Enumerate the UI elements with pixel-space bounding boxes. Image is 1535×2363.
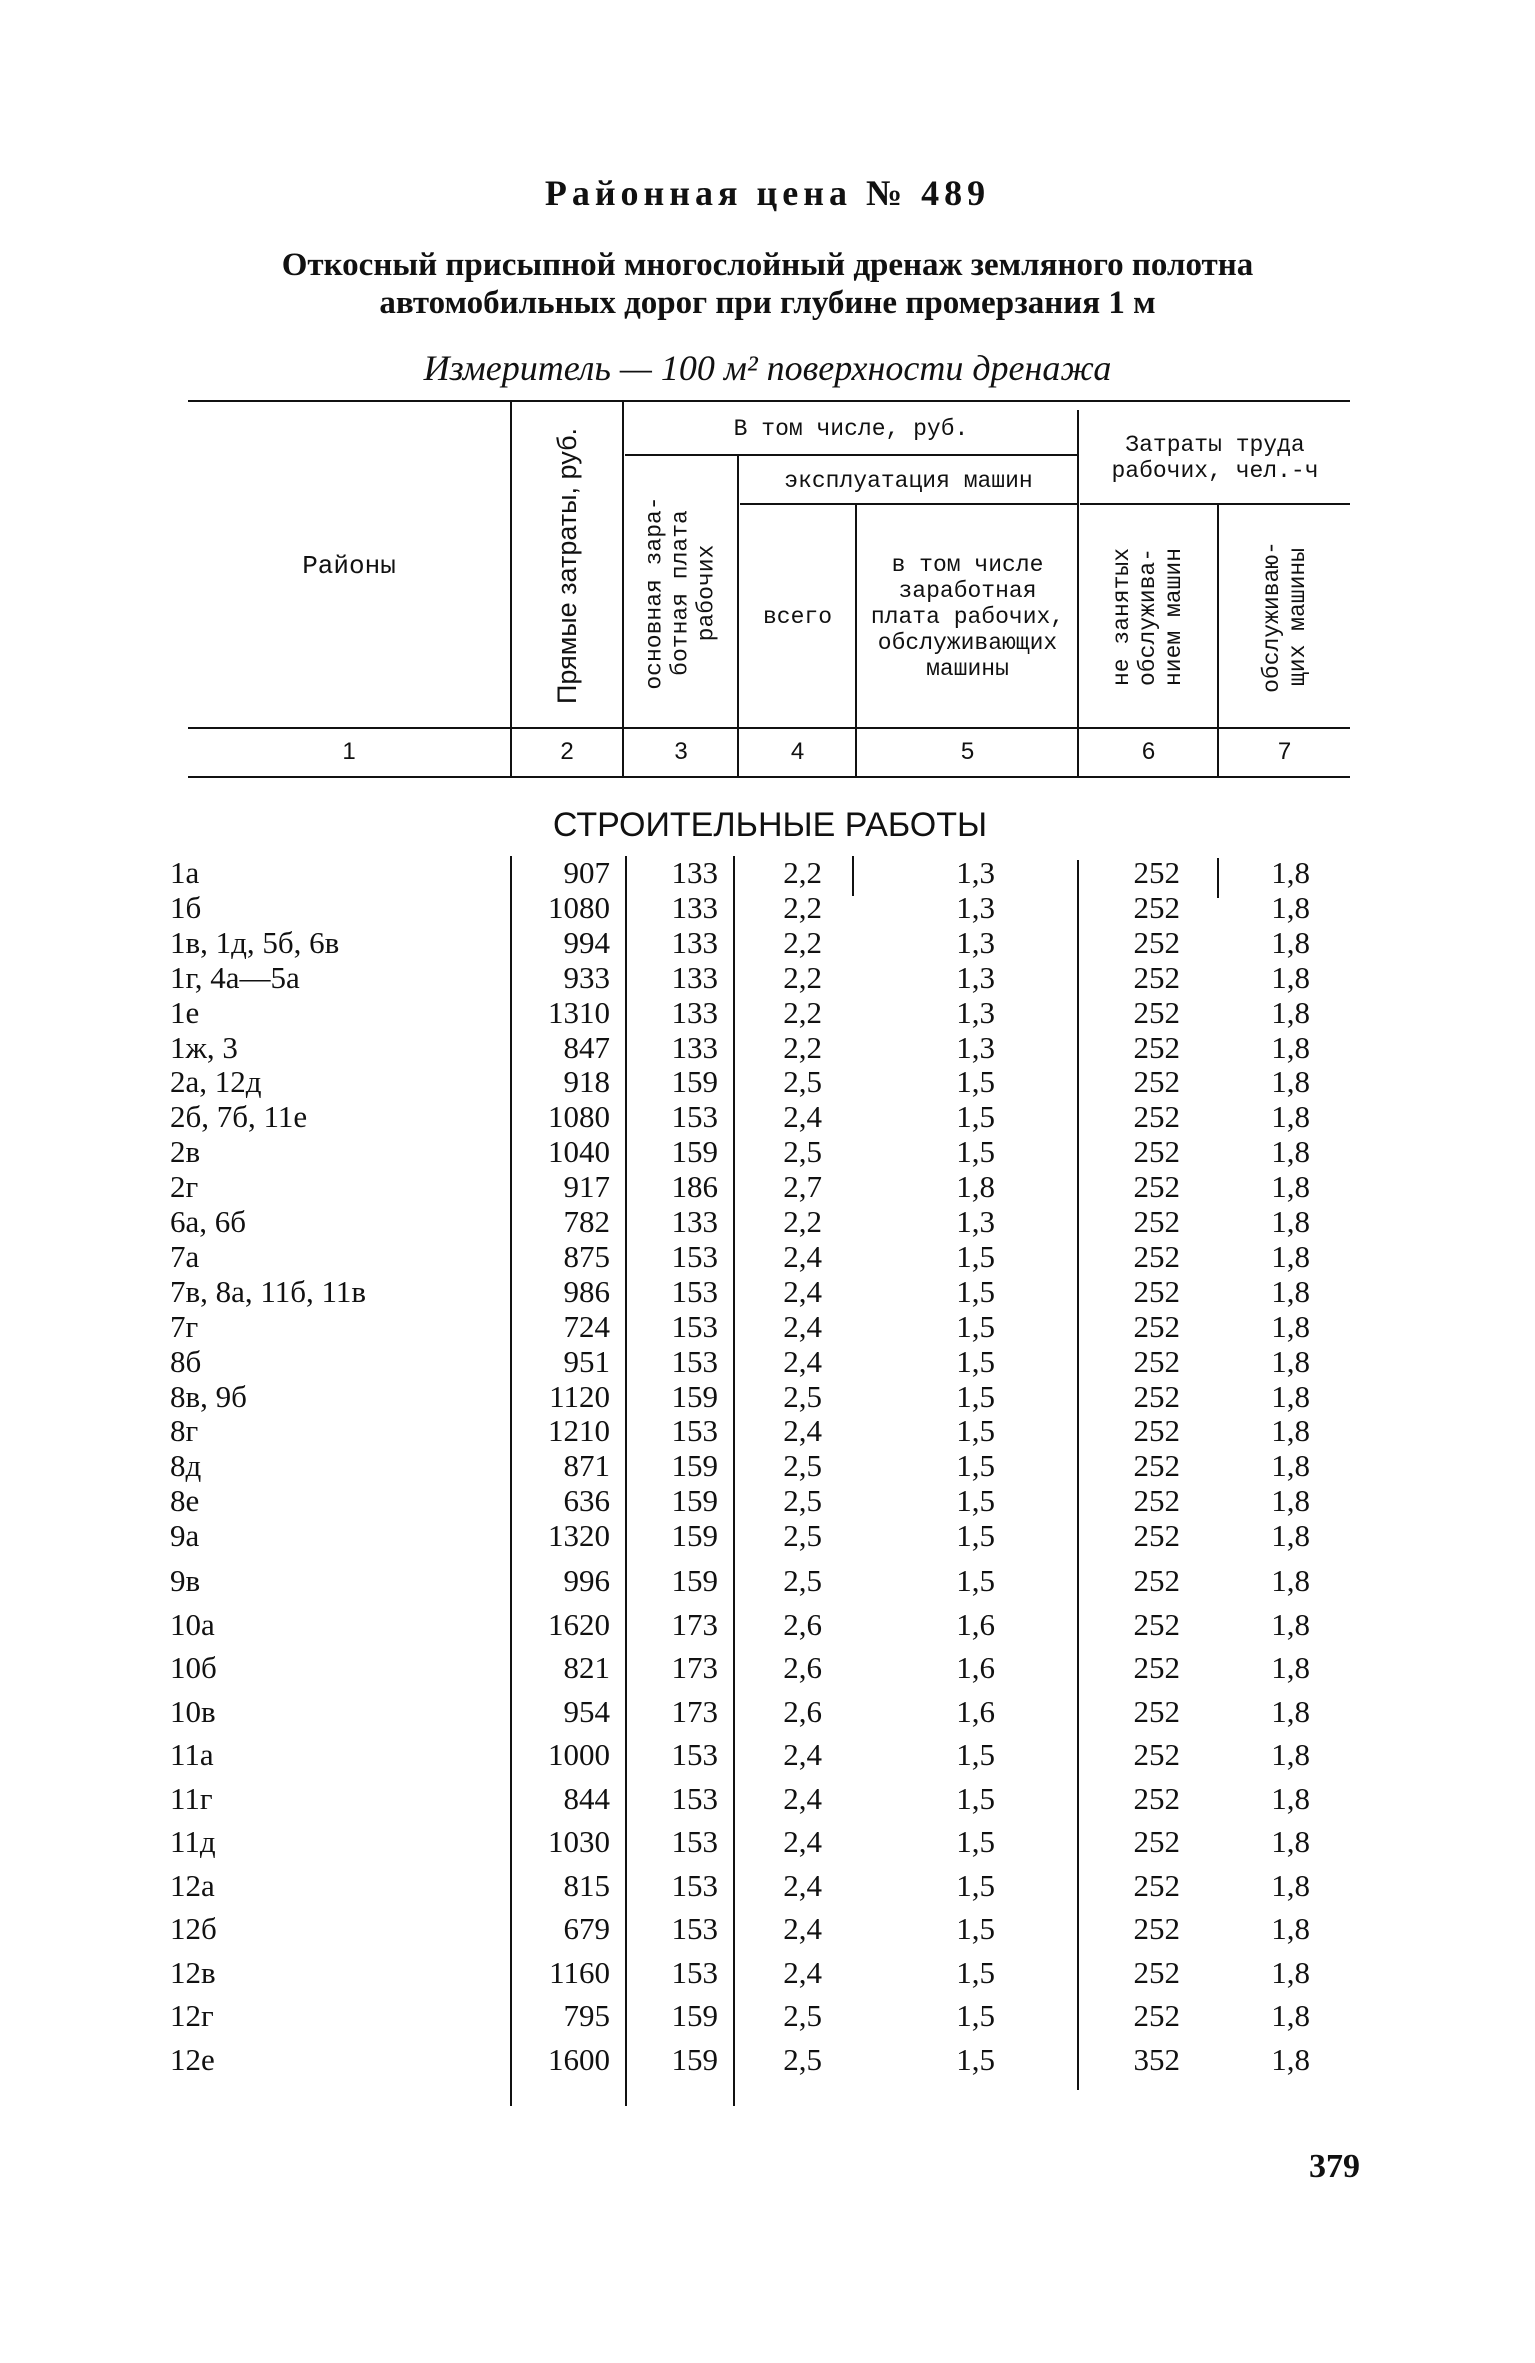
machine-wage-cell: 1,5 xyxy=(956,1483,995,1519)
labor-not-servicing-cell: 252 xyxy=(1133,1238,1180,1274)
district-cell: 2а, 12д xyxy=(170,1064,262,1100)
machine-total-cell: 2,5 xyxy=(783,1448,822,1484)
district-cell: 9а xyxy=(170,1518,200,1554)
table-row xyxy=(0,1911,1535,1945)
machine-total-cell: 2,4 xyxy=(783,1737,822,1772)
machine-total-cell: 2,5 xyxy=(783,1563,822,1598)
table-row xyxy=(0,1239,1535,1273)
district-cell: 7г xyxy=(170,1308,199,1344)
labor-not-servicing-cell: 252 xyxy=(1133,1378,1180,1414)
direct-costs-cell: 724 xyxy=(563,1308,610,1344)
table-row xyxy=(0,1204,1535,1238)
table-row xyxy=(0,1344,1535,1378)
direct-costs-cell: 1320 xyxy=(548,1518,610,1554)
machine-total-cell: 2,5 xyxy=(783,1483,822,1519)
machine-wage-cell: 1,3 xyxy=(956,855,995,890)
labor-not-servicing-cell: 252 xyxy=(1133,924,1180,960)
machine-total-cell: 2,4 xyxy=(783,1238,822,1274)
labor-not-servicing-cell: 252 xyxy=(1133,1867,1180,1903)
labor-not-servicing-cell: 252 xyxy=(1133,1169,1180,1205)
table-row xyxy=(0,1563,1535,1597)
table-row xyxy=(0,1309,1535,1343)
labor-servicing-cell: 1,8 xyxy=(1271,2041,1310,2077)
page-number: 379 xyxy=(1309,2148,1360,2185)
district-cell: 1в, 1д, 5б, 6в xyxy=(170,924,340,960)
labor-servicing-cell: 1,8 xyxy=(1271,1134,1310,1170)
labor-servicing-cell: 1,8 xyxy=(1271,1413,1310,1449)
table-row xyxy=(0,960,1535,994)
base-wage-cell: 153 xyxy=(671,1737,718,1772)
machine-wage-cell: 1,5 xyxy=(956,1737,995,1772)
base-wage-cell: 153 xyxy=(671,1911,718,1946)
direct-costs-cell: 679 xyxy=(563,1911,610,1946)
column-number: 6 xyxy=(1141,738,1156,765)
machine-wage-cell: 1,3 xyxy=(956,889,995,925)
labor-not-servicing-cell: 252 xyxy=(1133,1308,1180,1344)
machine-wage-cell: 1,5 xyxy=(956,1563,995,1598)
base-wage-cell: 153 xyxy=(671,1780,718,1816)
labor-not-servicing-cell: 252 xyxy=(1133,1483,1180,1519)
machine-wage-cell: 1,5 xyxy=(956,1998,995,2033)
base-wage-cell: 159 xyxy=(671,1064,718,1100)
document-subject xyxy=(0,246,1535,322)
direct-costs-cell: 795 xyxy=(563,1998,610,2033)
base-wage-cell: 153 xyxy=(671,1954,718,1990)
labor-not-servicing-cell: 252 xyxy=(1133,889,1180,925)
labor-not-servicing-cell: 252 xyxy=(1133,1204,1180,1239)
labor-servicing-cell: 1,8 xyxy=(1271,1099,1310,1135)
machine-wage-cell: 1,5 xyxy=(956,1448,995,1484)
labor-servicing-cell: 1,8 xyxy=(1271,1867,1310,1903)
table-row xyxy=(0,1030,1535,1064)
base-wage-cell: 133 xyxy=(671,1204,718,1239)
header-direct-costs: Прямые затраты, руб. xyxy=(552,427,582,704)
direct-costs-cell: 917 xyxy=(563,1169,610,1205)
labor-servicing-cell: 1,8 xyxy=(1271,1238,1310,1274)
district-cell: 12а xyxy=(170,1867,215,1903)
direct-costs-cell: 1160 xyxy=(549,1954,610,1990)
machine-wage-cell: 1,5 xyxy=(956,1308,995,1344)
machine-total-cell: 2,5 xyxy=(783,1378,822,1414)
machine-total-cell: 2,4 xyxy=(783,1413,822,1449)
machine-total-cell: 2,4 xyxy=(783,1343,822,1379)
table-row xyxy=(0,1413,1535,1447)
direct-costs-cell: 986 xyxy=(563,1273,610,1309)
district-cell: 11г xyxy=(170,1780,213,1816)
direct-costs-cell: 1310 xyxy=(548,994,610,1030)
header-including-rub: В том числе, руб. xyxy=(733,416,969,442)
machine-wage-cell: 1,6 xyxy=(956,1693,995,1729)
direct-costs-cell: 907 xyxy=(563,855,610,890)
district-cell: 7а xyxy=(170,1238,200,1274)
labor-not-servicing-cell: 252 xyxy=(1133,1029,1180,1065)
machine-total-cell: 2,4 xyxy=(783,1911,822,1946)
table-row xyxy=(0,855,1535,889)
base-wage-cell: 186 xyxy=(671,1169,718,1205)
labor-servicing-cell: 1,8 xyxy=(1271,1029,1310,1065)
labor-servicing-cell: 1,8 xyxy=(1271,889,1310,925)
machine-wage-cell: 1,5 xyxy=(956,1378,995,1414)
machine-total-cell: 2,2 xyxy=(783,1029,822,1065)
column-number: 1 xyxy=(342,738,356,765)
machine-wage-cell: 1,3 xyxy=(956,924,995,960)
column-number: 4 xyxy=(790,738,805,765)
district-cell: 11а xyxy=(170,1737,214,1772)
labor-servicing-cell: 1,8 xyxy=(1271,1448,1310,1484)
labor-servicing-cell: 1,8 xyxy=(1271,1954,1310,1990)
labor-not-servicing-cell: 252 xyxy=(1133,1448,1180,1484)
machine-total-cell: 2,4 xyxy=(783,1824,822,1859)
labor-not-servicing-cell: 252 xyxy=(1133,1911,1180,1946)
labor-servicing-cell: 1,8 xyxy=(1271,855,1310,890)
district-cell: 8е xyxy=(170,1483,200,1519)
labor-not-servicing-cell: 252 xyxy=(1133,1099,1180,1135)
table-row xyxy=(0,1998,1535,2032)
column-number: 7 xyxy=(1277,738,1292,765)
machine-wage-cell: 1,5 xyxy=(956,1134,995,1170)
machine-total-cell: 2,6 xyxy=(783,1606,822,1642)
labor-servicing-cell: 1,8 xyxy=(1271,994,1310,1030)
table-row xyxy=(0,995,1535,1029)
header-rule-labor xyxy=(1080,503,1350,505)
labor-not-servicing-cell: 252 xyxy=(1133,855,1180,890)
machine-wage-cell: 1,3 xyxy=(956,994,995,1030)
base-wage-cell: 133 xyxy=(671,889,718,925)
district-cell: 8г xyxy=(170,1413,199,1449)
base-wage-cell: 159 xyxy=(671,1563,718,1598)
district-cell: 1а xyxy=(170,855,200,890)
machine-total-cell: 2,5 xyxy=(783,1518,822,1554)
district-cell: 2б, 7б, 11е xyxy=(170,1099,308,1135)
direct-costs-cell: 951 xyxy=(563,1343,610,1379)
section-title: СТРОИТЕЛЬНЫЕ РАБОТЫ xyxy=(552,806,988,844)
labor-servicing-cell: 1,8 xyxy=(1271,1169,1310,1205)
district-cell: 12г xyxy=(170,1998,214,2033)
table-row xyxy=(0,1134,1535,1168)
direct-costs-cell: 918 xyxy=(563,1064,610,1100)
measure-unit: Измеритель — 100 м² поверхности дренажа xyxy=(423,348,1112,388)
base-wage-cell: 173 xyxy=(671,1606,718,1642)
machine-total-cell: 2,4 xyxy=(783,1308,822,1344)
subject-line-2: автомобильных дорог при глубине промерзания 1 м xyxy=(379,285,1156,321)
header-labor-costs: Затраты труда рабочих, чел.-ч xyxy=(1111,431,1319,484)
direct-costs-cell: 871 xyxy=(563,1448,610,1484)
labor-servicing-cell: 1,8 xyxy=(1271,1483,1310,1519)
district-cell: 2в xyxy=(170,1134,201,1170)
machine-wage-cell: 1,5 xyxy=(956,1099,995,1135)
direct-costs-cell: 1120 xyxy=(549,1378,610,1414)
direct-costs-cell: 1080 xyxy=(548,889,610,925)
machine-wage-cell: 1,5 xyxy=(956,1867,995,1903)
base-wage-cell: 159 xyxy=(671,1998,718,2033)
labor-not-servicing-cell: 252 xyxy=(1133,1998,1180,2033)
machine-total-cell: 2,4 xyxy=(783,1780,822,1816)
base-wage-cell: 153 xyxy=(671,1273,718,1309)
machine-wage-cell: 1,5 xyxy=(956,2041,995,2077)
column-numbers-rule xyxy=(188,776,1350,778)
machine-total-cell: 2,7 xyxy=(783,1169,822,1205)
table-row xyxy=(0,925,1535,959)
base-wage-cell: 159 xyxy=(671,1448,718,1484)
base-wage-cell: 173 xyxy=(671,1693,718,1729)
table-row xyxy=(0,2042,1535,2076)
table-row xyxy=(0,1781,1535,1815)
district-cell: 10а xyxy=(170,1606,215,1642)
machine-total-cell: 2,5 xyxy=(783,1998,822,2033)
machine-total-cell: 2,4 xyxy=(783,1954,822,1990)
direct-costs-cell: 782 xyxy=(563,1204,610,1239)
labor-servicing-cell: 1,8 xyxy=(1271,1737,1310,1772)
machine-wage-cell: 1,5 xyxy=(956,1064,995,1100)
machine-total-cell: 2,2 xyxy=(783,959,822,995)
district-cell: 1е xyxy=(170,994,200,1030)
labor-servicing-cell: 1,8 xyxy=(1271,1998,1310,2033)
base-wage-cell: 153 xyxy=(671,1099,718,1135)
direct-costs-cell: 1040 xyxy=(548,1134,610,1170)
labor-servicing-cell: 1,8 xyxy=(1271,1563,1310,1598)
labor-not-servicing-cell: 252 xyxy=(1133,1954,1180,1990)
machine-total-cell: 2,2 xyxy=(783,855,822,890)
district-cell: 12б xyxy=(170,1911,217,1946)
base-wage-cell: 159 xyxy=(671,1378,718,1414)
labor-servicing-cell: 1,8 xyxy=(1271,1606,1310,1642)
machine-wage-cell: 1,5 xyxy=(956,1824,995,1859)
labor-servicing-cell: 1,8 xyxy=(1271,1518,1310,1554)
machine-wage-cell: 1,8 xyxy=(956,1169,995,1205)
labor-not-servicing-cell: 252 xyxy=(1133,1413,1180,1449)
labor-not-servicing-cell: 252 xyxy=(1133,1518,1180,1554)
table-row xyxy=(0,1483,1535,1517)
direct-costs-cell: 1600 xyxy=(548,2041,610,2077)
labor-servicing-cell: 1,8 xyxy=(1271,1780,1310,1816)
direct-costs-cell: 1000 xyxy=(548,1737,610,1772)
labor-servicing-cell: 1,8 xyxy=(1271,1650,1310,1685)
district-cell: 8д xyxy=(170,1448,202,1484)
labor-not-servicing-cell: 252 xyxy=(1133,1563,1180,1598)
machine-wage-cell: 1,5 xyxy=(956,1954,995,1990)
table-row xyxy=(0,1737,1535,1771)
table-row xyxy=(0,1169,1535,1203)
direct-costs-cell: 636 xyxy=(563,1483,610,1519)
labor-not-servicing-cell: 252 xyxy=(1133,1273,1180,1309)
direct-costs-cell: 821 xyxy=(563,1650,610,1685)
table-row xyxy=(0,1099,1535,1133)
table-row xyxy=(0,1955,1535,1989)
header-divider xyxy=(737,456,739,776)
base-wage-cell: 153 xyxy=(671,1343,718,1379)
header-rule-including xyxy=(625,454,1077,456)
district-cell: 10б xyxy=(170,1650,217,1685)
machine-total-cell: 2,5 xyxy=(783,1134,822,1170)
machine-total-cell: 2,2 xyxy=(783,924,822,960)
machine-total-cell: 2,2 xyxy=(783,994,822,1030)
labor-servicing-cell: 1,8 xyxy=(1271,1273,1310,1309)
machine-total-cell: 2,2 xyxy=(783,1204,822,1239)
column-number: 3 xyxy=(674,738,688,765)
machine-total-cell: 2,4 xyxy=(783,1867,822,1903)
direct-costs-cell: 1620 xyxy=(548,1606,610,1642)
base-wage-cell: 153 xyxy=(671,1824,718,1859)
labor-servicing-cell: 1,8 xyxy=(1271,1204,1310,1239)
district-cell: 1б xyxy=(170,889,202,925)
direct-costs-cell: 875 xyxy=(563,1238,610,1274)
labor-not-servicing-cell: 252 xyxy=(1133,1064,1180,1100)
labor-not-servicing-cell: 252 xyxy=(1133,959,1180,995)
direct-costs-cell: 994 xyxy=(563,924,610,960)
direct-costs-cell: 1030 xyxy=(548,1824,610,1859)
district-cell: 10в xyxy=(170,1693,216,1729)
machine-wage-cell: 1,5 xyxy=(956,1413,995,1449)
header-base-wage: основная зара- ботная плата рабочих xyxy=(642,495,721,690)
table-row xyxy=(0,1274,1535,1308)
labor-servicing-cell: 1,8 xyxy=(1271,1378,1310,1414)
machine-total-cell: 2,2 xyxy=(783,889,822,925)
labor-not-servicing-cell: 252 xyxy=(1133,1650,1180,1685)
direct-costs-cell: 933 xyxy=(563,959,610,995)
base-wage-cell: 153 xyxy=(671,1238,718,1274)
direct-costs-cell: 815 xyxy=(563,1867,610,1903)
labor-servicing-cell: 1,8 xyxy=(1271,1911,1310,1946)
table-row xyxy=(0,890,1535,924)
district-cell: 8в, 9б xyxy=(170,1378,247,1414)
subject-line-1: Откосный присыпной многослойный дренаж земляного полотна xyxy=(281,247,1254,283)
district-cell: 12е xyxy=(170,2041,215,2077)
labor-not-servicing-cell: 252 xyxy=(1133,1780,1180,1816)
district-cell: 9в xyxy=(170,1563,201,1598)
base-wage-cell: 159 xyxy=(671,2041,718,2077)
direct-costs-cell: 954 xyxy=(563,1693,610,1729)
machine-total-cell: 2,4 xyxy=(783,1273,822,1309)
table-row xyxy=(0,1650,1535,1684)
district-cell: 12в xyxy=(170,1954,216,1990)
district-cell: 1г, 4а—5а xyxy=(170,959,300,995)
district-cell: 2г xyxy=(170,1169,199,1205)
labor-servicing-cell: 1,8 xyxy=(1271,1693,1310,1729)
machine-wage-cell: 1,5 xyxy=(956,1343,995,1379)
labor-not-servicing-cell: 252 xyxy=(1133,1693,1180,1729)
table-row xyxy=(0,1868,1535,1902)
header-incl-wage: в том числе заработная плата рабочих, обслуживающих машины xyxy=(870,552,1065,682)
labor-not-servicing-cell: 252 xyxy=(1133,1737,1180,1772)
labor-servicing-cell: 1,8 xyxy=(1271,924,1310,960)
header-divider xyxy=(1077,410,1079,776)
labor-not-servicing-cell: 252 xyxy=(1133,994,1180,1030)
labor-servicing-cell: 1,8 xyxy=(1271,1343,1310,1379)
header-divider xyxy=(622,400,624,776)
header-servicing: обслуживаю- щих машины xyxy=(1258,541,1311,693)
labor-not-servicing-cell: 252 xyxy=(1133,1824,1180,1859)
header-top-rule xyxy=(188,400,1350,402)
district-cell: 8б xyxy=(170,1343,202,1379)
labor-not-servicing-cell: 252 xyxy=(1133,1343,1180,1379)
machine-wage-cell: 1,6 xyxy=(956,1650,995,1685)
machine-wage-cell: 1,6 xyxy=(956,1606,995,1642)
base-wage-cell: 153 xyxy=(671,1308,718,1344)
direct-costs-cell: 1210 xyxy=(548,1413,610,1449)
machine-wage-cell: 1,3 xyxy=(956,1204,995,1239)
column-number: 2 xyxy=(560,738,574,765)
table-row xyxy=(0,1448,1535,1482)
header-rule-machines xyxy=(740,503,1077,505)
direct-costs-cell: 847 xyxy=(563,1029,610,1065)
direct-costs-cell: 1080 xyxy=(548,1099,610,1135)
base-wage-cell: 173 xyxy=(671,1650,718,1685)
table-row xyxy=(0,1064,1535,1098)
base-wage-cell: 159 xyxy=(671,1518,718,1554)
table-row xyxy=(0,1518,1535,1552)
district-cell: 11д xyxy=(170,1824,216,1859)
machine-total-cell: 2,6 xyxy=(783,1693,822,1729)
base-wage-cell: 133 xyxy=(671,924,718,960)
machine-wage-cell: 1,5 xyxy=(956,1518,995,1554)
machine-wage-cell: 1,5 xyxy=(956,1911,995,1946)
header-total: всего xyxy=(762,604,832,630)
base-wage-cell: 133 xyxy=(671,1029,718,1065)
machine-wage-cell: 1,5 xyxy=(956,1273,995,1309)
machine-total-cell: 2,6 xyxy=(783,1650,822,1685)
price-title: Районная цена № 489 xyxy=(544,173,991,213)
base-wage-cell: 133 xyxy=(671,994,718,1030)
district-cell: 7в, 8а, 11б, 11в xyxy=(170,1273,367,1309)
machine-total-cell: 2,5 xyxy=(783,2041,822,2077)
header-not-servicing: не занятых обслужива- нием машин xyxy=(1109,547,1188,687)
base-wage-cell: 133 xyxy=(671,855,718,890)
machine-wage-cell: 1,3 xyxy=(956,1029,995,1065)
base-wage-cell: 153 xyxy=(671,1867,718,1903)
table-row xyxy=(0,1607,1535,1641)
machine-wage-cell: 1,3 xyxy=(956,959,995,995)
labor-servicing-cell: 1,8 xyxy=(1271,1824,1310,1859)
machine-total-cell: 2,5 xyxy=(783,1064,822,1100)
table-row xyxy=(0,1379,1535,1413)
header-bottom-rule xyxy=(188,727,1350,729)
base-wage-cell: 153 xyxy=(671,1413,718,1449)
base-wage-cell: 159 xyxy=(671,1134,718,1170)
machine-total-cell: 2,4 xyxy=(783,1099,822,1135)
machine-wage-cell: 1,5 xyxy=(956,1780,995,1816)
district-cell: 6а, 6б xyxy=(170,1204,247,1239)
labor-not-servicing-cell: 252 xyxy=(1133,1606,1180,1642)
column-number: 5 xyxy=(960,738,975,765)
table-row xyxy=(0,1824,1535,1858)
header-districts: Районы xyxy=(302,550,396,581)
machine-wage-cell: 1,5 xyxy=(956,1238,995,1274)
table-row xyxy=(0,1694,1535,1728)
labor-servicing-cell: 1,8 xyxy=(1271,1064,1310,1100)
direct-costs-cell: 844 xyxy=(563,1780,610,1816)
labor-not-servicing-cell: 252 xyxy=(1133,1134,1180,1170)
labor-not-servicing-cell: 352 xyxy=(1133,2041,1180,2077)
labor-servicing-cell: 1,8 xyxy=(1271,1308,1310,1344)
header-divider xyxy=(855,505,857,776)
labor-servicing-cell: 1,8 xyxy=(1271,959,1310,995)
direct-costs-cell: 996 xyxy=(563,1563,610,1598)
district-cell: 1ж, 3 xyxy=(170,1029,238,1065)
header-machine-operation: эксплуатация машин xyxy=(784,467,1033,494)
base-wage-cell: 133 xyxy=(671,959,718,995)
base-wage-cell: 159 xyxy=(671,1483,718,1519)
